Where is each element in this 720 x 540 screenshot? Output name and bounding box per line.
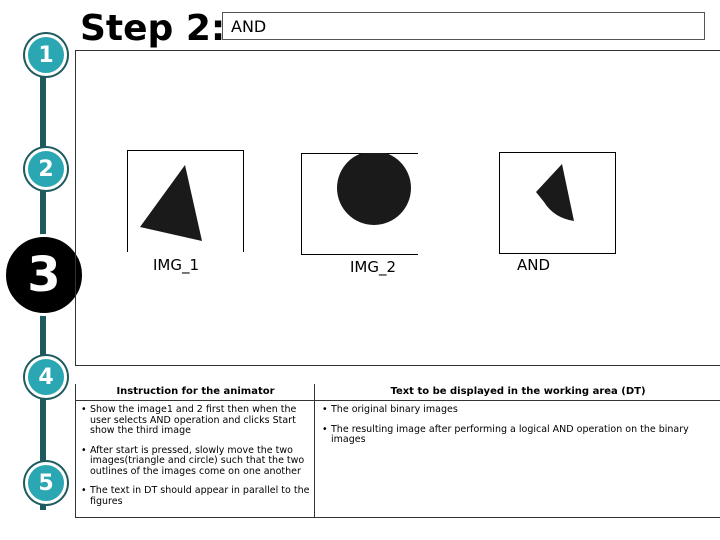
step-3-marker[interactable]	[3, 234, 85, 316]
triangle-shape	[140, 165, 202, 241]
and-result-image	[499, 152, 616, 254]
animator-cell	[78, 405, 310, 516]
triangle-figure	[127, 150, 244, 252]
step-title: Step 2:	[80, 8, 226, 49]
step-4-label: 4	[38, 364, 54, 390]
table-header-animator: Instruction for the animator	[76, 384, 315, 401]
and-result-figure	[499, 152, 616, 254]
step-1-marker[interactable]	[25, 34, 67, 76]
table-divider	[314, 384, 315, 518]
image-2	[301, 153, 418, 255]
circle-shape	[337, 153, 411, 225]
step-1-label: 1	[38, 42, 54, 68]
step-2-label: 2	[38, 156, 54, 182]
circle-figure	[301, 153, 418, 255]
step-2-marker[interactable]	[25, 148, 67, 190]
dt-cell	[319, 405, 709, 455]
caption-img-1: IMG_1	[153, 256, 200, 274]
list-item: • Show the image1 and 2 first then when the user selects AND operation and clicks Start show the third image	[78, 405, 310, 437]
caption-and: AND	[517, 256, 551, 274]
step-5-label: 5	[38, 470, 54, 496]
instruction-table	[75, 384, 720, 518]
step-3-label: 3	[27, 247, 61, 303]
list-item: • The text in DT should appear in parallel to the figures	[78, 486, 310, 507]
table-header-dt: Text to be displayed in the working area (DT)	[315, 384, 720, 401]
caption-img-2: IMG_2	[350, 258, 397, 276]
step-5-marker[interactable]	[25, 462, 67, 504]
and-result-shape	[536, 164, 574, 221]
list-item: • The original binary images	[319, 405, 709, 416]
step-4-marker[interactable]	[25, 356, 67, 398]
image-1	[127, 150, 244, 252]
list-item: • After start is pressed, slowly move the two images(triangle and circle) such that the two outlines of the images come on one another	[78, 446, 310, 478]
operation-field: AND	[222, 12, 705, 40]
list-item: • The resulting image after performing a logical AND operation on the binary images	[319, 425, 709, 446]
